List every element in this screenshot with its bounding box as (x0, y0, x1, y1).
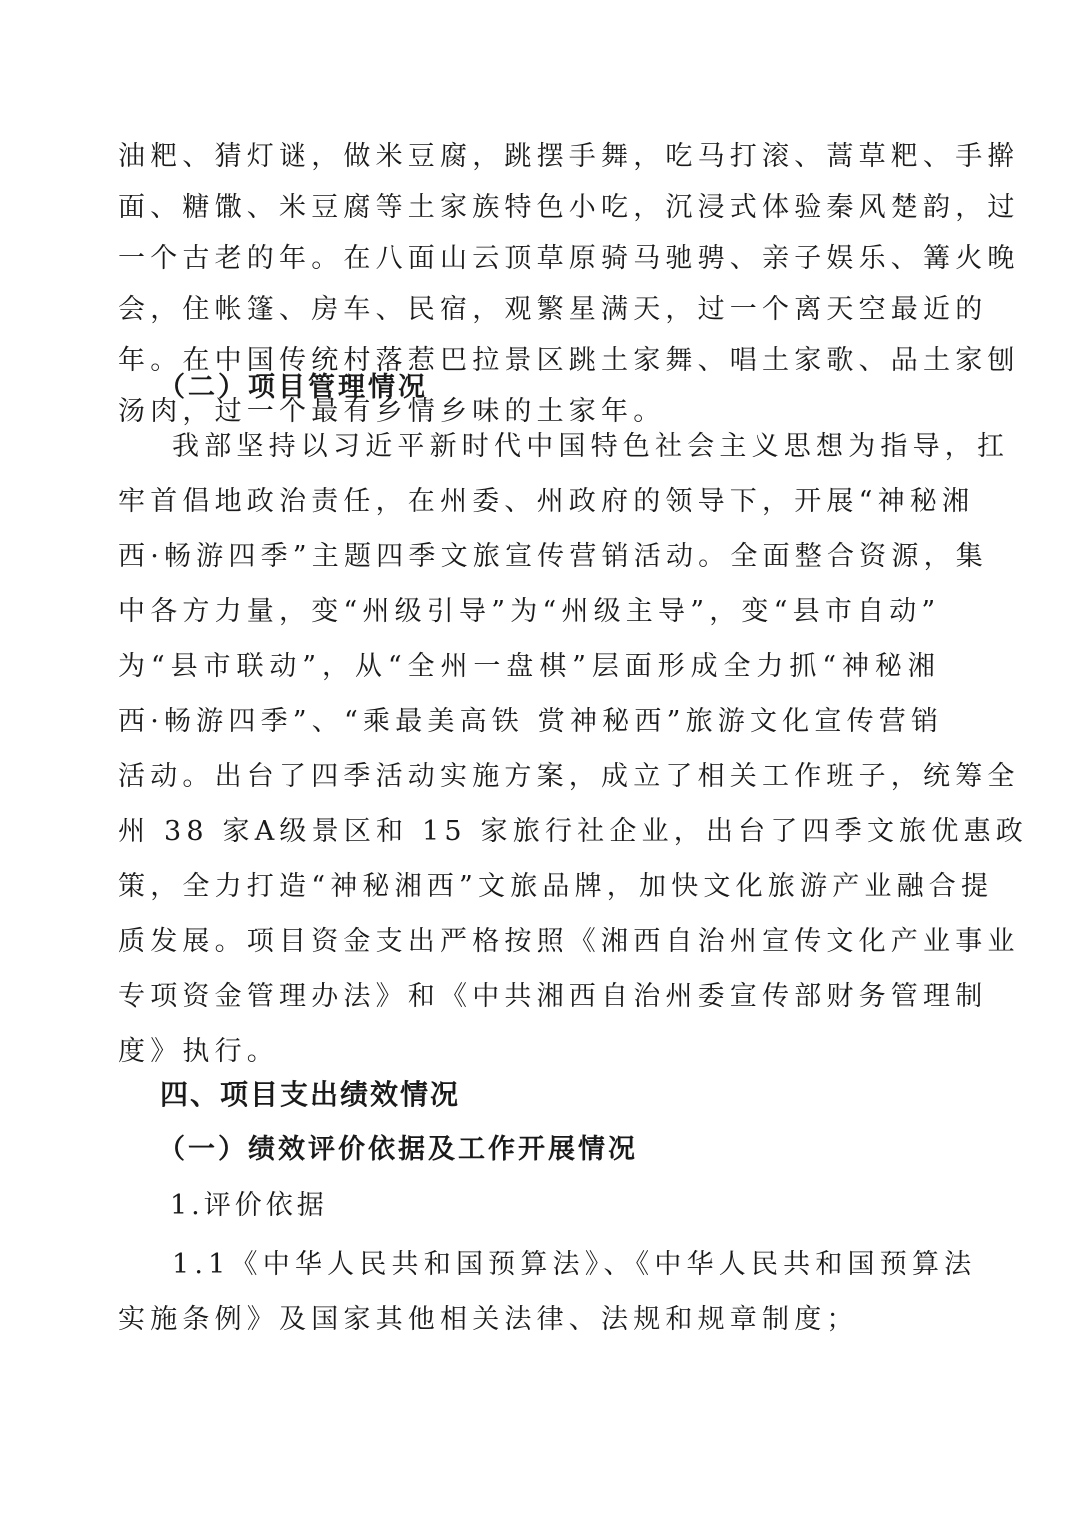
text-line: 汤肉，过一个最有乡情乡味的土家年。 (118, 396, 666, 427)
basis-1-1-paragraph (118, 1237, 977, 1347)
text-line: 策，全力打造“神秘湘西”文旅品牌，加快文化旅游产业融合提 (118, 871, 994, 902)
text-line: 为“县市联动”，从“全州一盘棋”层面形成全力抓“神秘湘 (118, 651, 940, 682)
text-line: 西·畅游四季”主题四季文旅宣传营销活动。全面整合资源，集 (118, 541, 988, 572)
text-line: 我部坚持以习近平新时代中国特色社会主义思想为指导，扛 (172, 431, 1010, 462)
text-line: 西·畅游四季”、“乘最美高铁 赏神秘西”旅游文化宣传营销 (118, 706, 944, 737)
evaluation-basis-title: 1.评价依据 (170, 1190, 328, 1221)
text-line: 活动。出台了四季活动实施方案，成立了相关工作班子，统筹全 (118, 761, 1020, 792)
heading-evaluation-basis-work: （一）绩效评价依据及工作开展情况 (158, 1134, 638, 1165)
text-line: 度》执行。 (118, 1036, 279, 1067)
management-paragraph (118, 419, 1028, 1079)
text-line: 一个古老的年。在八面山云顶草原骑马驰骋、亲子娱乐、篝火晚 (118, 243, 1020, 274)
text-line: 牢首倡地政治责任，在州委、州政府的领导下，开展“神秘湘 (118, 486, 975, 517)
text-line: 油粑、猜灯谜，做米豆腐，跳摆手舞，吃马打滚、蒿草粑、手擀 (118, 141, 1020, 172)
text-line: 实施条例》及国家其他相关法律、法规和规章制度； (118, 1304, 859, 1335)
heading-project-management: （二）项目管理情况 (158, 372, 428, 403)
text-line: 专项资金管理办法》和《中共湘西自治州委宣传部财务管理制 (118, 981, 988, 1012)
text-line: 会，住帐篷、房车、民宿，观繁星满天，过一个离天空最近的 (118, 294, 988, 325)
text-line: 质发展。项目资金支出严格按照《湘西自治州宣传文化产业事业 (118, 926, 1020, 957)
text-line: 州 38 家A级景区和 15 家旅行社企业，出台了四季文旅优惠政 (118, 816, 1028, 847)
text-line: 年。在中国传统村落惹巴拉景区跳土家舞、唱土家歌、品土家刨 (118, 345, 1020, 376)
text-line: 中各方力量，变“州级引导”为“州级主导”，变“县市自动” (118, 596, 941, 627)
heading-section-four: 四、项目支出绩效情况 (160, 1078, 461, 1111)
text-line: 面、糖馓、米豆腐等土家族特色小吃，沉浸式体验秦风楚韵，过 (118, 192, 1020, 223)
text-line: 1.1《中华人民共和国预算法》、《中华人民共和国预算法 (172, 1249, 977, 1280)
